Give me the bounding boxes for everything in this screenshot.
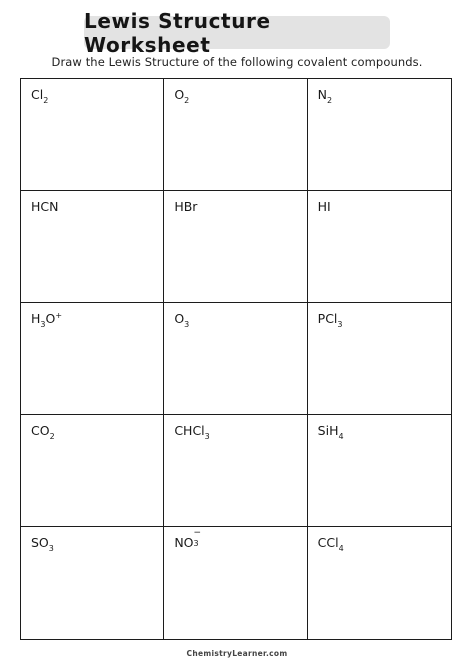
formula-subscript: 3 (193, 539, 199, 548)
compound-formula (174, 311, 190, 329)
compound-formula (318, 199, 331, 214)
formula-base: NO (174, 535, 194, 550)
answer-box[interactable] (21, 527, 164, 639)
title-banner (84, 8, 390, 57)
formula-base: Cl (31, 87, 44, 102)
formula-base: O (174, 311, 185, 326)
compound-formula (174, 87, 190, 105)
compound-formula (31, 199, 58, 214)
formula-subscript: 2 (327, 96, 333, 105)
formula-subscript: 3 (48, 544, 54, 553)
compound-grid (20, 78, 452, 640)
compound-formula (317, 535, 344, 553)
formula-base: SO (31, 535, 49, 550)
formula-subscript: 4 (338, 432, 344, 441)
formula-charge: + (55, 311, 63, 320)
compound-formula (174, 528, 202, 550)
formula-base: SiH (317, 423, 339, 438)
formula-subscript: 3 (204, 432, 210, 441)
answer-box[interactable] (21, 191, 164, 303)
footer-credit: ChemistryLearner.com (186, 649, 288, 658)
formula-tail: O (45, 311, 56, 326)
charge-subscript (193, 528, 202, 548)
compound-formula (317, 87, 333, 105)
formula-subscript: 2 (43, 96, 49, 105)
formula-subscript: 3 (184, 320, 190, 329)
formula-base: CO (31, 423, 50, 438)
compound-formula (317, 423, 344, 441)
answer-box[interactable] (308, 303, 451, 415)
formula-base: CHCl (174, 423, 205, 438)
answer-box[interactable] (21, 415, 164, 527)
compound-formula (317, 311, 343, 329)
formula-subscript: 3 (40, 320, 46, 329)
compound-formula (174, 199, 197, 214)
formula-base: PCl (317, 311, 338, 326)
answer-box[interactable] (21, 303, 164, 415)
formula-base: O (174, 87, 185, 102)
formula-subscript: 3 (337, 320, 343, 329)
answer-box[interactable] (164, 303, 307, 415)
worksheet-title: Lewis Structure Worksheet (84, 8, 271, 57)
answer-box[interactable] (164, 415, 307, 527)
compound-formula (174, 423, 210, 441)
formula-base: HBr (174, 199, 198, 214)
formula-subscript: 4 (338, 544, 344, 553)
formula-base: CCl (317, 535, 339, 550)
answer-box[interactable] (164, 79, 307, 191)
compound-formula (31, 87, 49, 105)
answer-box[interactable] (308, 527, 451, 639)
formula-base: HCN (31, 199, 59, 214)
answer-box[interactable] (164, 527, 307, 639)
formula-subscript: 2 (49, 432, 55, 441)
instructions-text: Draw the Lewis Structure of the following covalent compounds. (51, 55, 423, 69)
answer-box[interactable] (21, 79, 164, 191)
answer-box[interactable] (164, 191, 307, 303)
formula-base: HI (317, 199, 331, 214)
answer-box[interactable] (308, 191, 451, 303)
compound-formula (31, 423, 55, 441)
answer-box[interactable] (308, 415, 451, 527)
compound-formula (31, 311, 63, 329)
compound-formula (31, 535, 54, 553)
answer-box[interactable] (308, 79, 451, 191)
formula-subscript: 2 (184, 96, 190, 105)
formula-charge: − (193, 528, 202, 538)
formula-base: H (31, 311, 41, 326)
formula-base: N (317, 87, 328, 102)
